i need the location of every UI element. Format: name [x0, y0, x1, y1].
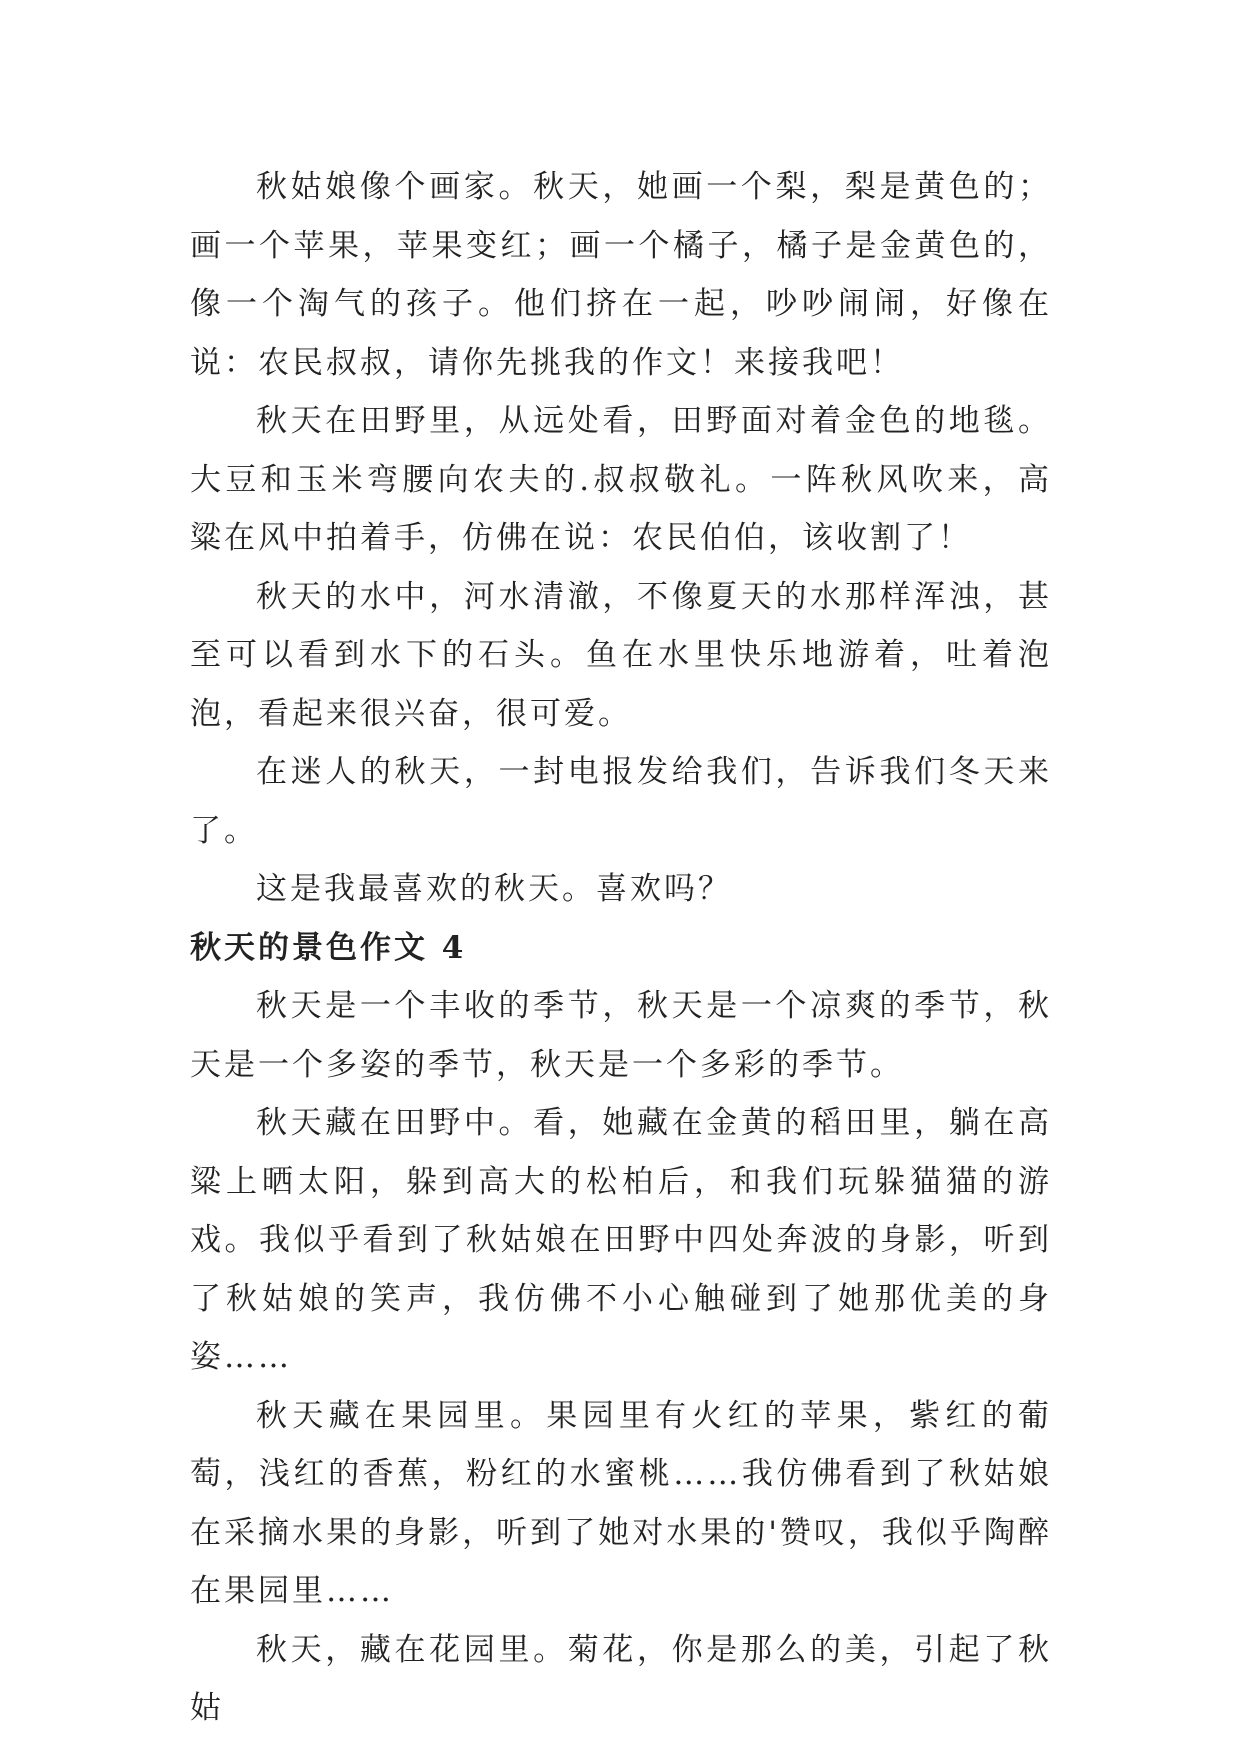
- paragraph: 在迷人的秋天，一封电报发给我们，告诉我们冬天来了。: [190, 754, 1052, 849]
- paragraph: 秋天，藏在花园里。菊花，你是那么的美，引起了秋姑: [190, 1631, 1052, 1726]
- paragraph: 秋天是一个丰收的季节，秋天是一个凉爽的季节，秋天是一个多姿的季节，秋天是一个多彩的季节。: [190, 988, 1052, 1083]
- paragraph: 秋天的水中，河水清澈，不像夏天的水那样浑浊，甚至可以看到水下的石头。鱼在水里快乐地游着，吐着泡泡，看起来很兴奋，很可爱。: [190, 578, 1052, 732]
- paragraph: 秋姑娘像个画家。秋天，她画一个梨，梨是黄色的；画一个苹果，苹果变红；画一个橘子，橘子是金黄色的，像一个淘气的孩子。他们挤在一起，吵吵闹闹，好像在说：农民叔叔，请你先挑我的作文！来接我吧！: [190, 169, 1052, 381]
- document-body: [190, 158, 1052, 1738]
- section-heading: 秋天的景色作文 4: [190, 929, 467, 966]
- paragraph: 秋天藏在果园里。果园里有火红的苹果，紫红的葡萄，浅红的香蕉，粉红的水蜜桃……我仿佛看到了秋姑娘在采摘水果的身影，听到了她对水果的'赞叹，我似乎陶醉在果园里……: [190, 1397, 1052, 1609]
- paragraph: 秋天藏在田野中。看，她藏在金黄的稻田里，躺在高粱上晒太阳，躲到高大的松柏后，和我们玩躲猫猫的游戏。我似乎看到了秋姑娘在田野中四处奔波的身影，听到了秋姑娘的笑声，我仿佛不小心触碰到了她那优美的身姿……: [190, 1105, 1052, 1375]
- paragraph: 秋天在田野里，从远处看，田野面对着金色的地毯。大豆和玉米弯腰向农夫的.叔叔敬礼。一阵秋风吹来，高粱在风中拍着手，仿佛在说：农民伯伯，该收割了！: [190, 403, 1052, 556]
- paragraph: 这是我最喜欢的秋天。喜欢吗？: [256, 871, 732, 907]
